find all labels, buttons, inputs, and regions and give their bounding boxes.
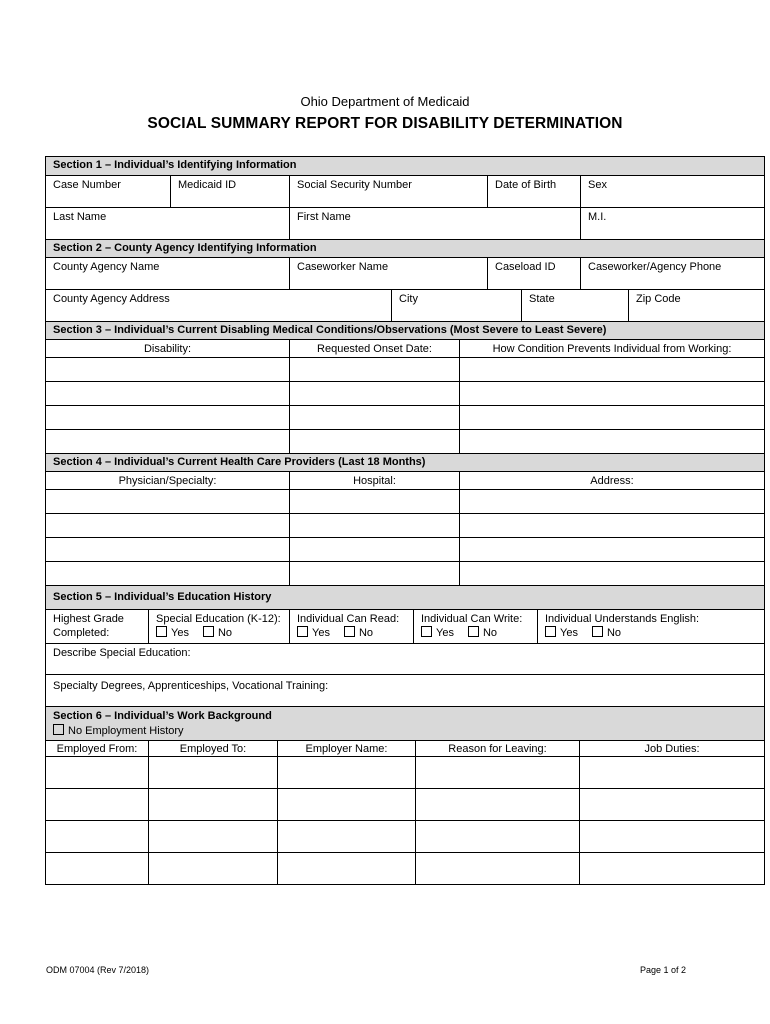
can-read-label: Individual Can Read: (297, 613, 400, 625)
special-education-field (148, 610, 289, 643)
no-employment-checkbox[interactable] (53, 724, 64, 735)
form-title: SOCIAL SUMMARY REPORT FOR DISABILITY DETERMINATION (147, 115, 623, 132)
table-cell[interactable] (46, 538, 289, 561)
table-cell[interactable] (46, 853, 148, 884)
no-label: No (606, 627, 622, 639)
table-row (46, 357, 764, 381)
can-write-field (413, 610, 537, 643)
table-cell[interactable] (46, 490, 289, 513)
yes-label: Yes (560, 627, 578, 639)
table-cell[interactable] (46, 358, 289, 381)
form-table (45, 156, 765, 885)
employed-to-column-header: Employed To: (148, 741, 277, 756)
table-cell[interactable] (46, 430, 289, 453)
job-duties-column-header: Job Duties: (579, 741, 764, 756)
table-row (46, 405, 764, 429)
no-label: No (217, 627, 233, 639)
can-write-yes-checkbox[interactable] (421, 626, 432, 637)
table-cell[interactable] (289, 538, 459, 561)
table-cell[interactable] (289, 514, 459, 537)
section3-header: Section 3 – Individual’s Current Disabling Medical Conditions/Observations (Most Severe to Least Severe) (46, 321, 764, 339)
can-read-yes-checkbox[interactable] (297, 626, 308, 637)
table-cell[interactable] (579, 821, 764, 852)
state-field[interactable]: State (521, 290, 628, 321)
highest-grade-label: Highest Grade (53, 613, 124, 625)
special-education-label: Special Education (K-12): (156, 613, 281, 625)
no-label: No (482, 627, 498, 639)
table-cell[interactable] (415, 789, 579, 820)
table-cell[interactable] (579, 757, 764, 788)
table-row (46, 513, 764, 537)
medicaid-id-field[interactable]: Medicaid ID (170, 176, 289, 207)
highest-grade-label-2: Completed: (53, 627, 110, 639)
table-cell[interactable] (277, 757, 415, 788)
table-cell[interactable] (289, 562, 459, 585)
zip-field[interactable]: Zip Code (628, 290, 764, 321)
table-cell[interactable] (415, 853, 579, 884)
disability-column-header: Disability: (143, 343, 192, 355)
onset-date-column-header: Requested Onset Date: (289, 340, 459, 357)
table-row (46, 561, 764, 585)
table-cell[interactable] (289, 490, 459, 513)
table-cell[interactable] (289, 358, 459, 381)
table-row (46, 537, 764, 561)
table-cell[interactable] (148, 821, 277, 852)
table-cell[interactable] (415, 821, 579, 852)
specialty-degrees-field[interactable]: Specialty Degrees, Apprenticeships, Vocational Training: (53, 680, 329, 692)
table-cell[interactable] (459, 430, 764, 453)
table-cell[interactable] (289, 406, 459, 429)
agency-name: Ohio Department of Medicaid (300, 94, 470, 109)
table-cell[interactable] (459, 490, 764, 513)
caseworker-name-field[interactable]: Caseworker Name (289, 258, 487, 289)
case-number-field[interactable]: Case Number (53, 179, 121, 191)
sex-field[interactable]: Sex (580, 176, 764, 207)
can-read-no-checkbox[interactable] (344, 626, 355, 637)
table-cell[interactable] (459, 538, 764, 561)
hospital-column-header: Hospital: (289, 472, 459, 489)
ssn-field[interactable]: Social Security Number (289, 176, 487, 207)
table-cell[interactable] (148, 789, 277, 820)
table-cell[interactable] (277, 853, 415, 884)
city-field[interactable]: City (391, 290, 521, 321)
table-cell[interactable] (148, 853, 277, 884)
section2-header: Section 2 – County Agency Identifying Information (46, 239, 764, 257)
table-cell[interactable] (46, 514, 289, 537)
table-row (46, 788, 764, 820)
table-cell[interactable] (459, 514, 764, 537)
reason-for-leaving-column-header: Reason for Leaving: (415, 741, 579, 756)
section5-header: Section 5 – Individual’s Education History (46, 585, 764, 609)
can-read-field (289, 610, 413, 643)
last-name-field[interactable]: Last Name (53, 211, 107, 223)
yes-label: Yes (171, 627, 189, 639)
caseworker-phone-field[interactable]: Caseworker/Agency Phone (580, 258, 764, 289)
can-write-label: Individual Can Write: (421, 613, 523, 625)
understands-english-label: Individual Understands English: (545, 613, 700, 625)
table-cell[interactable] (46, 821, 148, 852)
employed-from-column-header: Employed From: (56, 743, 138, 755)
table-cell[interactable] (46, 382, 289, 405)
table-cell[interactable] (459, 406, 764, 429)
section1-header: Section 1 – Individual’s Identifying Information (46, 157, 764, 175)
table-cell[interactable] (46, 406, 289, 429)
english-yes-checkbox[interactable] (545, 626, 556, 637)
table-cell[interactable] (46, 562, 289, 585)
page-number: Page 1 of 2 (639, 965, 686, 975)
dob-field[interactable]: Date of Birth (487, 176, 580, 207)
table-row (46, 429, 764, 453)
can-write-no-checkbox[interactable] (468, 626, 479, 637)
table-cell[interactable] (459, 562, 764, 585)
table-row (46, 820, 764, 852)
county-agency-name-field[interactable]: County Agency Name (53, 261, 160, 273)
prevents-work-column-header: How Condition Prevents Individual from Working: (459, 340, 764, 357)
table-cell[interactable] (46, 789, 148, 820)
highest-grade-field[interactable] (46, 610, 148, 643)
table-cell[interactable] (289, 430, 459, 453)
table-cell[interactable] (46, 757, 148, 788)
section6-header (46, 706, 764, 740)
describe-special-education-field[interactable]: Describe Special Education: (53, 647, 191, 659)
employer-name-column-header: Employer Name: (277, 741, 415, 756)
no-label: No (358, 627, 374, 639)
table-cell[interactable] (289, 382, 459, 405)
table-cell[interactable] (459, 358, 764, 381)
table-cell[interactable] (148, 757, 277, 788)
table-cell[interactable] (277, 821, 415, 852)
table-row (46, 852, 764, 884)
caseload-id-field[interactable]: Caseload ID (487, 258, 580, 289)
special-ed-no-checkbox[interactable] (203, 626, 214, 637)
table-cell[interactable] (415, 757, 579, 788)
mi-field[interactable]: M.I. (580, 208, 764, 239)
address-column-header: Address: (459, 472, 764, 489)
form-id: ODM 07004 (Rev 7/2018) (46, 965, 150, 975)
no-employment-label: No Employment History (68, 725, 184, 737)
section6-title: Section 6 – Individual’s Work Background (53, 710, 272, 722)
table-row (46, 756, 764, 788)
table-cell[interactable] (579, 853, 764, 884)
county-agency-address-field[interactable]: County Agency Address (53, 293, 170, 305)
physician-column-header: Physician/Specialty: (118, 475, 217, 487)
english-no-checkbox[interactable] (592, 626, 603, 637)
special-ed-yes-checkbox[interactable] (156, 626, 167, 637)
first-name-field[interactable]: First Name (289, 208, 580, 239)
yes-label: Yes (312, 627, 330, 639)
table-row (46, 489, 764, 513)
table-row (46, 381, 764, 405)
yes-label: Yes (436, 627, 454, 639)
section4-header: Section 4 – Individual’s Current Health Care Providers (Last 18 Months) (46, 453, 764, 471)
table-cell[interactable] (277, 789, 415, 820)
table-cell[interactable] (579, 789, 764, 820)
table-cell[interactable] (459, 382, 764, 405)
understands-english-field (537, 610, 764, 643)
